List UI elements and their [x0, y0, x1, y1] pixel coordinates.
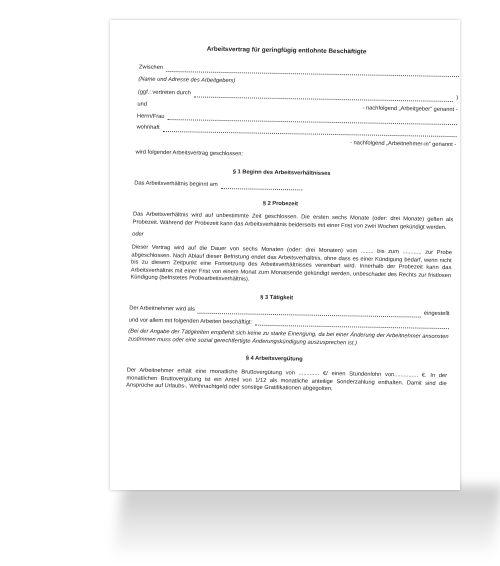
- section-3-row-1: [129, 306, 450, 319]
- section-3-line-1: Der Arbeitnehmer wird als: [129, 305, 195, 313]
- zwischen-fill-line: [166, 67, 459, 77]
- section-3-heading: § 3 Tätigkeit: [260, 294, 294, 302]
- vertreten-row: (ggf.: vertreten durch ): [137, 89, 459, 102]
- section-1-text: Das Arbeitsverhältnis beginnt am: [134, 180, 218, 189]
- document-title: Arbeitsvertrag für geringfügig entlohnte Beschäftigte: [206, 45, 367, 56]
- section-2-paragraph-2: Dieser Vertrag wird auf die Dauer von sechs Monaten (oder: drei Monaten) vom ........ bis zum ............ zur Probe abgeschlossen. Nach Ablauf dieser Befristung endet das Arbeitsverhältnis, ohne dass es einer Kündigung bedarf, wenn nicht bis zu diesem Zeitpunkt eine Fortsetzung des Arbeitsverhältnisses vereinbart wird. Innerhalb der Probezeit kann das Arbeitsverhältnis mit einer Frist von einem Monat zum Monatsende gekündigt werden, unbeschadet des Rechts zur fristlosen Kündigung (befristetes Probearbeitsverhältnis).: [130, 244, 453, 283]
- und-row: [137, 101, 458, 114]
- section-3-line-2: und vor allem mit folgenden Arbeiten beschäftigt:: [128, 317, 253, 326]
- start-date-fill-line: [221, 184, 303, 190]
- wohnhaft-fill-line: [163, 127, 457, 137]
- vertreten-fill-line: [194, 92, 453, 102]
- section-4-heading: § 4 Arbeitsvergütung: [245, 356, 303, 364]
- employer-name-note: (Name und Adresse des Arbeitgebers): [138, 76, 236, 85]
- und-label: und: [137, 101, 148, 108]
- employer-tag: - nachfolgend „Arbeitgeber“ genannt -: [362, 105, 458, 114]
- section-2-oder: oder: [132, 231, 144, 239]
- herr-frau-fill-line: [167, 115, 457, 125]
- section-2-heading: § 2 Probezeit: [262, 200, 299, 208]
- section-4-text: Der Arbeitnehmer erhält eine monatliche Bruttovergütung von ............. €/ einen Stundenlohn von............... €. In der monatlichen Bruttovergütung ist ein Anteil von 1/12 als monatliche anteilige Sonderzahlung enthalten. Damit sind die Ansprüche auf Urlaubs-, Weihnachtgeld oder sonstige Gratifikationen abgegolten.: [126, 367, 448, 393]
- document-page: [96, 26, 460, 472]
- zwischen-row: [139, 65, 460, 78]
- employee-tag: - nachfolgend „Arbeitnehmer-in“ genannt -: [349, 139, 457, 148]
- zwischen-label: Zwischen: [138, 64, 164, 72]
- vertreten-label: (ggf.: vertreten durch: [137, 89, 191, 97]
- section-2-paragraph-1: Das Arbeitsverhältnis wird auf unbestimmte Zeit geschlossen. Die ersten sechs Monate (oder: drei Monate) gelten als Probezeit. Während der Probezeit kann das Arbeitsverhältnis beiderseits mit einer Frist von zwei Wochen gekündigt werden.: [132, 211, 454, 231]
- tasks-fill-line: [255, 321, 449, 329]
- section-3-note: (Bei der Angabe der Tätigkeiten empfiehlt sich keine zu starke Einengung, da bei einer Änderung der Arbeitnehmer ansonsten zustimmen muss oder eine sozial gerechtfertigte Änderungskündigung auszusprechen ist.): [127, 328, 449, 347]
- wohnhaft-label: wohnhaft: [136, 124, 160, 131]
- job-title-fill-line: [198, 309, 421, 318]
- page-shadow: [113, 486, 500, 558]
- section-3-line-1-tail: eingestellt: [423, 310, 450, 318]
- herr-frau-row: [137, 113, 458, 126]
- wohnhaft-row: [136, 125, 457, 138]
- herr-frau-label: Herrn/Frau: [136, 113, 165, 120]
- contract-closing-text: wird folgender Arbeitsvertrag geschlossen:: [135, 149, 244, 158]
- section-1-heading: § 1 Beginn des Arbeitsverhältnisses: [232, 168, 331, 177]
- section-1-row: [134, 181, 455, 194]
